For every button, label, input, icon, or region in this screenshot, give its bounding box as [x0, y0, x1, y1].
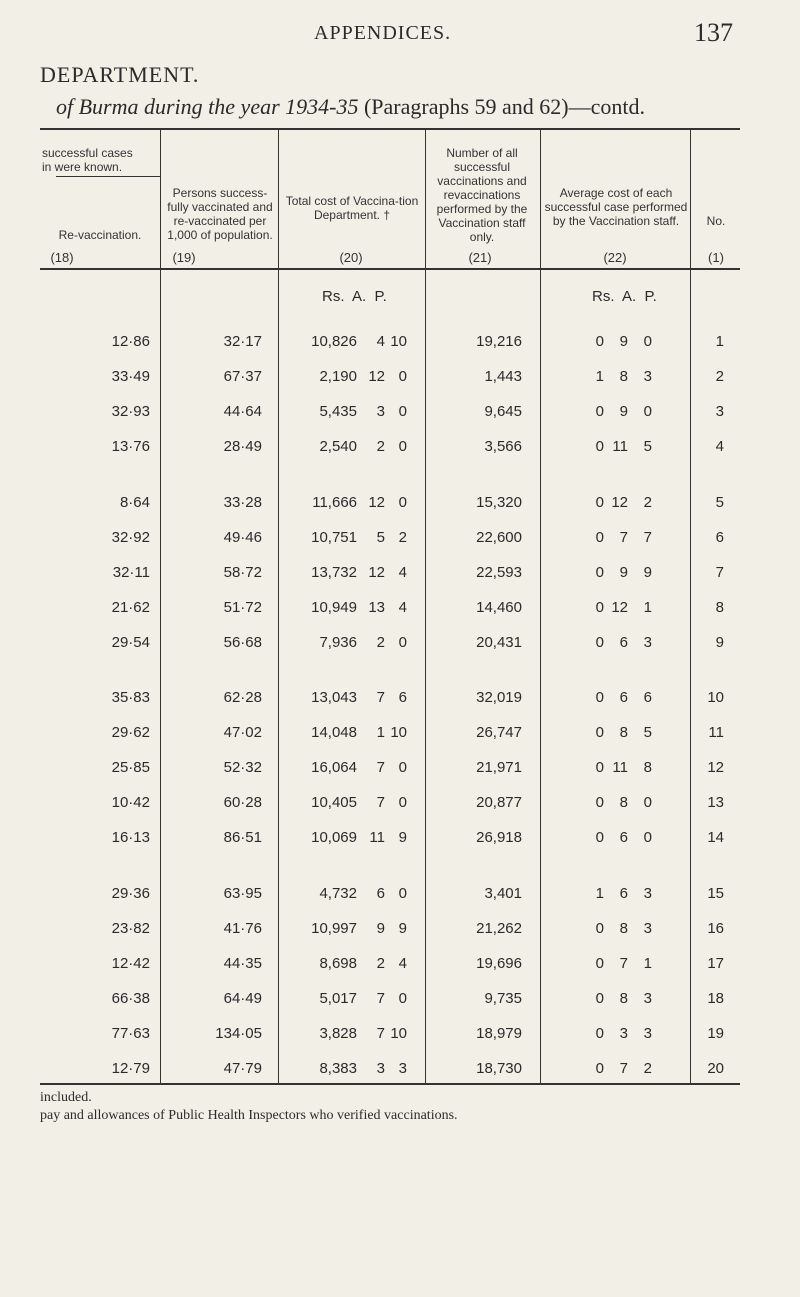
table-row — [0, 1060, 800, 1084]
cell-avg-annas: 3 — [619, 1025, 628, 1042]
cell-cost-rupees: 10,069 — [311, 829, 357, 846]
cell-per-1000: 134·05 — [215, 1025, 262, 1042]
cell-avg-rupees: 0 — [595, 689, 604, 706]
cell-cost-pies: 0 — [398, 634, 407, 651]
table-row — [0, 885, 800, 909]
cell-avg-pies: 9 — [643, 564, 652, 581]
cell-cost-annas: 6 — [376, 885, 385, 902]
table-row — [0, 564, 800, 588]
cell-cost-pies: 0 — [398, 438, 407, 455]
cell-successful-count: 32,019 — [476, 689, 522, 706]
cell-successful-count: 21,262 — [476, 920, 522, 937]
cell-successful-count: 18,979 — [476, 1025, 522, 1042]
col-heading-revaccination: Re-vaccination. — [58, 228, 142, 242]
cell-avg-annas: 6 — [619, 829, 628, 846]
cell-avg-rupees: 0 — [595, 724, 604, 741]
cell-cost-pies: 0 — [398, 794, 407, 811]
cell-avg-rupees: 0 — [595, 1025, 604, 1042]
cell-cost-rupees: 8,383 — [319, 1060, 357, 1077]
cell-per-1000: 64·49 — [223, 990, 262, 1007]
cell-revaccination: 10·42 — [111, 794, 150, 811]
cell-revaccination: 21·62 — [111, 599, 150, 616]
cell-cost-annas: 7 — [376, 794, 385, 811]
cell-successful-count: 18,730 — [476, 1060, 522, 1077]
cell-cost-rupees: 16,064 — [311, 759, 357, 776]
cell-avg-annas: 9 — [619, 403, 628, 420]
subtitle-rest: (Paragraphs 59 and 62)—contd. — [358, 94, 646, 119]
cell-avg-rupees: 0 — [595, 955, 604, 972]
cell-per-1000: 67·37 — [223, 368, 262, 385]
cell-row-number: 20 — [707, 1060, 724, 1077]
cell-per-1000: 32·17 — [223, 333, 262, 350]
cell-revaccination: 8·64 — [119, 494, 150, 511]
cell-cost-annas: 11 — [369, 829, 385, 846]
cell-avg-rupees: 1 — [595, 368, 604, 385]
cell-cost-pies: 4 — [398, 564, 407, 581]
table-top-rule — [40, 128, 740, 130]
col-heading-average-cost: Average cost of each successful case performed by the Vaccination staff. — [544, 186, 688, 228]
cell-per-1000: 49·46 — [223, 529, 262, 546]
table-row — [0, 403, 800, 427]
cell-cost-rupees: 10,997 — [311, 920, 357, 937]
cell-revaccination: 25·85 — [111, 759, 150, 776]
cell-avg-annas: 7 — [619, 1060, 628, 1077]
cell-per-1000: 47·02 — [223, 724, 262, 741]
cell-avg-annas: 6 — [619, 885, 628, 902]
cell-row-number: 13 — [707, 794, 724, 811]
cell-cost-annas: 2 — [376, 955, 385, 972]
cell-row-number: 16 — [707, 920, 724, 937]
cell-successful-count: 3,401 — [484, 885, 522, 902]
table-row — [0, 920, 800, 944]
cell-row-number: 15 — [707, 885, 724, 902]
cell-avg-rupees: 0 — [595, 494, 604, 511]
cell-cost-pies: 0 — [398, 368, 407, 385]
cell-revaccination: 13·76 — [111, 438, 150, 455]
cell-row-number: 1 — [715, 333, 724, 350]
cell-avg-pies: 0 — [643, 794, 652, 811]
cell-revaccination: 32·93 — [111, 403, 150, 420]
cell-row-number: 10 — [707, 689, 724, 706]
cell-avg-annas: 12 — [611, 494, 628, 511]
col-number-18: (18) — [50, 250, 74, 265]
cell-cost-rupees: 13,732 — [311, 564, 357, 581]
cell-cost-annas: 7 — [376, 759, 385, 776]
table-subtitle — [56, 94, 645, 120]
cell-cost-pies: 2 — [398, 529, 407, 546]
cell-cost-rupees: 10,405 — [311, 794, 357, 811]
cell-avg-rupees: 0 — [595, 1060, 604, 1077]
cell-avg-annas: 11 — [612, 759, 628, 776]
cell-revaccination: 16·13 — [111, 829, 150, 846]
cell-avg-annas: 8 — [619, 794, 628, 811]
col-number-22: (22) — [603, 250, 627, 265]
cell-per-1000: 63·95 — [223, 885, 262, 902]
col-heading-number-successful: Number of all successful vaccinations and revaccinations performed by the Vaccination staff only. — [436, 146, 528, 244]
cell-avg-pies: 7 — [643, 529, 652, 546]
cell-per-1000: 28·49 — [223, 438, 262, 455]
cell-cost-pies: 9 — [398, 920, 407, 937]
cell-cost-pies: 6 — [398, 689, 407, 706]
cell-successful-count: 21,971 — [476, 759, 522, 776]
page-number: 137 — [694, 18, 733, 47]
cell-avg-annas: 6 — [619, 689, 628, 706]
cell-avg-rupees: 0 — [595, 438, 604, 455]
cell-cost-rupees: 5,017 — [319, 990, 357, 1007]
footnote-included: included. — [40, 1090, 92, 1105]
table-row — [0, 689, 800, 713]
cell-revaccination: 12·86 — [111, 333, 150, 350]
cell-per-1000: 44·35 — [223, 955, 262, 972]
cell-cost-pies: 0 — [398, 759, 407, 776]
cell-cost-annas: 12 — [368, 368, 385, 385]
cell-successful-count: 3,566 — [484, 438, 522, 455]
cell-avg-pies: 0 — [643, 333, 652, 350]
cell-successful-count: 26,918 — [476, 829, 522, 846]
cell-avg-annas: 7 — [619, 955, 628, 972]
cell-avg-pies: 1 — [643, 599, 652, 616]
cell-row-number: 17 — [707, 955, 724, 972]
col-number-21: (21) — [468, 250, 492, 265]
table-row — [0, 955, 800, 979]
cell-avg-annas: 11 — [612, 438, 628, 455]
cell-successful-count: 20,431 — [476, 634, 522, 651]
cell-cost-pies: 4 — [398, 599, 407, 616]
cell-row-number: 6 — [715, 529, 724, 546]
cell-cost-annas: 7 — [376, 990, 385, 1007]
cell-avg-pies: 2 — [643, 1060, 652, 1077]
cell-cost-rupees: 8,698 — [319, 955, 357, 972]
cell-row-number: 4 — [715, 438, 724, 455]
cell-per-1000: 58·72 — [223, 564, 262, 581]
cell-cost-annas: 9 — [376, 920, 385, 937]
col-number-19: (19) — [172, 250, 196, 265]
cell-cost-pies: 3 — [398, 1060, 407, 1077]
cell-avg-rupees: 0 — [595, 564, 604, 581]
cell-avg-pies: 5 — [643, 438, 652, 455]
cell-row-number: 7 — [715, 564, 724, 581]
cell-cost-pies: 10 — [390, 333, 407, 350]
cell-per-1000: 56·68 — [223, 634, 262, 651]
cell-avg-pies: 1 — [643, 955, 652, 972]
cell-revaccination: 35·83 — [111, 689, 150, 706]
table-row — [0, 724, 800, 748]
cell-avg-pies: 3 — [643, 368, 652, 385]
cell-cost-rupees: 11,666 — [312, 494, 357, 511]
cell-row-number: 11 — [708, 724, 724, 741]
cell-avg-pies: 0 — [643, 829, 652, 846]
cell-avg-rupees: 0 — [595, 990, 604, 1007]
cell-per-1000: 60·28 — [223, 794, 262, 811]
cell-per-1000: 41·76 — [223, 920, 262, 937]
cell-avg-rupees: 1 — [595, 885, 604, 902]
cell-per-1000: 52·32 — [223, 759, 262, 776]
cell-cost-rupees: 5,435 — [319, 403, 357, 420]
cell-avg-annas: 8 — [619, 920, 628, 937]
cell-revaccination: 23·82 — [111, 920, 150, 937]
department-title: DEPARTMENT. — [40, 62, 200, 87]
cell-revaccination: 29·54 — [111, 634, 150, 651]
cell-cost-rupees: 10,751 — [311, 529, 357, 546]
cell-avg-pies: 6 — [643, 689, 652, 706]
group-heading-rule — [56, 176, 160, 177]
cell-avg-annas: 12 — [611, 599, 628, 616]
group-heading: successful cases in were known. — [42, 146, 133, 174]
cell-cost-rupees: 2,540 — [319, 438, 357, 455]
table-row — [0, 794, 800, 818]
unit-label-cost: Rs. A. P. — [322, 288, 387, 305]
subtitle-italic: of Burma during the year 1934-35 — [56, 94, 359, 119]
cell-cost-pies: 4 — [398, 955, 407, 972]
cell-avg-rupees: 0 — [595, 920, 604, 937]
cell-revaccination: 32·11 — [112, 564, 150, 581]
cell-avg-annas: 6 — [619, 634, 628, 651]
cell-per-1000: 86·51 — [223, 829, 262, 846]
cell-avg-pies: 3 — [643, 885, 652, 902]
table-row — [0, 599, 800, 623]
cell-avg-pies: 8 — [643, 759, 652, 776]
col-heading-per-1000: Persons success-fully vaccinated and re-vaccinated per 1,000 of population. — [167, 186, 273, 242]
col-number-1: (1) — [708, 250, 724, 265]
cell-row-number: 18 — [707, 990, 724, 1007]
footnote-pay-allowances: pay and allowances of Public Health Inspectors who verified vaccinations. — [40, 1108, 458, 1123]
cell-avg-pies: 3 — [643, 990, 652, 1007]
cell-revaccination: 77·63 — [111, 1025, 150, 1042]
cell-cost-rupees: 10,826 — [311, 333, 357, 350]
cell-cost-rupees: 4,732 — [319, 885, 357, 902]
col-heading-no: No. — [706, 214, 726, 228]
cell-avg-pies: 5 — [643, 724, 652, 741]
cell-row-number: 14 — [707, 829, 724, 846]
cell-cost-pies: 10 — [390, 1025, 407, 1042]
cell-avg-pies: 3 — [643, 920, 652, 937]
cell-per-1000: 51·72 — [223, 599, 262, 616]
cell-revaccination: 12·79 — [111, 1060, 150, 1077]
cell-avg-annas: 9 — [619, 333, 628, 350]
cell-cost-annas: 3 — [376, 403, 385, 420]
table-row — [0, 829, 800, 853]
cell-cost-annas: 2 — [376, 634, 385, 651]
table-row — [0, 368, 800, 392]
cell-cost-annas: 12 — [368, 564, 385, 581]
cell-avg-pies: 3 — [643, 634, 652, 651]
table-row — [0, 759, 800, 783]
cell-successful-count: 15,320 — [476, 494, 522, 511]
cell-successful-count: 14,460 — [476, 599, 522, 616]
cell-successful-count: 19,696 — [476, 955, 522, 972]
header-bottom-rule — [40, 268, 740, 270]
cell-successful-count: 22,600 — [476, 529, 522, 546]
cell-avg-annas: 8 — [619, 368, 628, 385]
cell-successful-count: 22,593 — [476, 564, 522, 581]
unit-label-average: Rs. A. P. — [592, 288, 657, 305]
cell-revaccination: 12·42 — [111, 955, 150, 972]
cell-revaccination: 29·62 — [111, 724, 150, 741]
cell-avg-pies: 0 — [643, 403, 652, 420]
cell-cost-annas: 2 — [376, 438, 385, 455]
cell-successful-count: 26,747 — [476, 724, 522, 741]
cell-avg-pies: 3 — [643, 1025, 652, 1042]
col-number-20: (20) — [339, 250, 363, 265]
cell-revaccination: 33·49 — [111, 368, 150, 385]
cell-revaccination: 32·92 — [111, 529, 150, 546]
cell-cost-rupees: 2,190 — [319, 368, 357, 385]
cell-per-1000: 62·28 — [223, 689, 262, 706]
cell-avg-rupees: 0 — [595, 333, 604, 350]
cell-cost-annas: 5 — [376, 529, 385, 546]
cell-avg-annas: 8 — [619, 990, 628, 1007]
table-row — [0, 494, 800, 518]
cell-successful-count: 1,443 — [484, 368, 522, 385]
cell-avg-annas: 9 — [619, 564, 628, 581]
table-row — [0, 529, 800, 553]
cell-cost-annas: 1 — [376, 724, 385, 741]
cell-cost-pies: 9 — [398, 829, 407, 846]
cell-cost-pies: 10 — [390, 724, 407, 741]
table-row — [0, 333, 800, 357]
table-row — [0, 634, 800, 658]
running-title: APPENDICES. — [314, 22, 452, 44]
col-heading-total-cost: Total cost of Vaccina-tion Department. † — [285, 194, 419, 222]
cell-cost-annas: 7 — [376, 1025, 385, 1042]
cell-revaccination: 29·36 — [111, 885, 150, 902]
cell-cost-pies: 0 — [398, 403, 407, 420]
cell-per-1000: 33·28 — [223, 494, 262, 511]
cell-per-1000: 47·79 — [223, 1060, 262, 1077]
cell-row-number: 19 — [707, 1025, 724, 1042]
cell-avg-annas: 7 — [619, 529, 628, 546]
cell-per-1000: 44·64 — [223, 403, 262, 420]
cell-cost-rupees: 7,936 — [319, 634, 357, 651]
cell-revaccination: 66·38 — [111, 990, 150, 1007]
cell-row-number: 8 — [715, 599, 724, 616]
cell-successful-count: 9,735 — [484, 990, 522, 1007]
cell-cost-rupees: 14,048 — [311, 724, 357, 741]
cell-successful-count: 9,645 — [484, 403, 522, 420]
cell-cost-rupees: 3,828 — [319, 1025, 357, 1042]
cell-cost-annas: 13 — [368, 599, 385, 616]
cell-cost-rupees: 10,949 — [311, 599, 357, 616]
cell-successful-count: 19,216 — [476, 333, 522, 350]
table-row — [0, 438, 800, 462]
cell-row-number: 12 — [707, 759, 724, 776]
cell-successful-count: 20,877 — [476, 794, 522, 811]
cell-cost-pies: 0 — [398, 885, 407, 902]
cell-cost-annas: 12 — [368, 494, 385, 511]
cell-cost-annas: 7 — [376, 689, 385, 706]
cell-avg-rupees: 0 — [595, 794, 604, 811]
cell-avg-rupees: 0 — [595, 529, 604, 546]
cell-row-number: 2 — [715, 368, 724, 385]
cell-avg-rupees: 0 — [595, 829, 604, 846]
cell-avg-rupees: 0 — [595, 403, 604, 420]
cell-cost-rupees: 13,043 — [311, 689, 357, 706]
cell-avg-pies: 2 — [643, 494, 652, 511]
cell-cost-pies: 0 — [398, 494, 407, 511]
cell-cost-annas: 4 — [376, 333, 385, 350]
cell-avg-rupees: 0 — [595, 634, 604, 651]
cell-row-number: 5 — [715, 494, 724, 511]
table-row — [0, 990, 800, 1014]
cell-row-number: 3 — [715, 403, 724, 420]
cell-row-number: 9 — [715, 634, 724, 651]
cell-avg-rupees: 0 — [595, 599, 604, 616]
cell-cost-pies: 0 — [398, 990, 407, 1007]
cell-avg-rupees: 0 — [595, 759, 604, 776]
table-row — [0, 1025, 800, 1049]
cell-cost-annas: 3 — [376, 1060, 385, 1077]
cell-avg-annas: 8 — [619, 724, 628, 741]
